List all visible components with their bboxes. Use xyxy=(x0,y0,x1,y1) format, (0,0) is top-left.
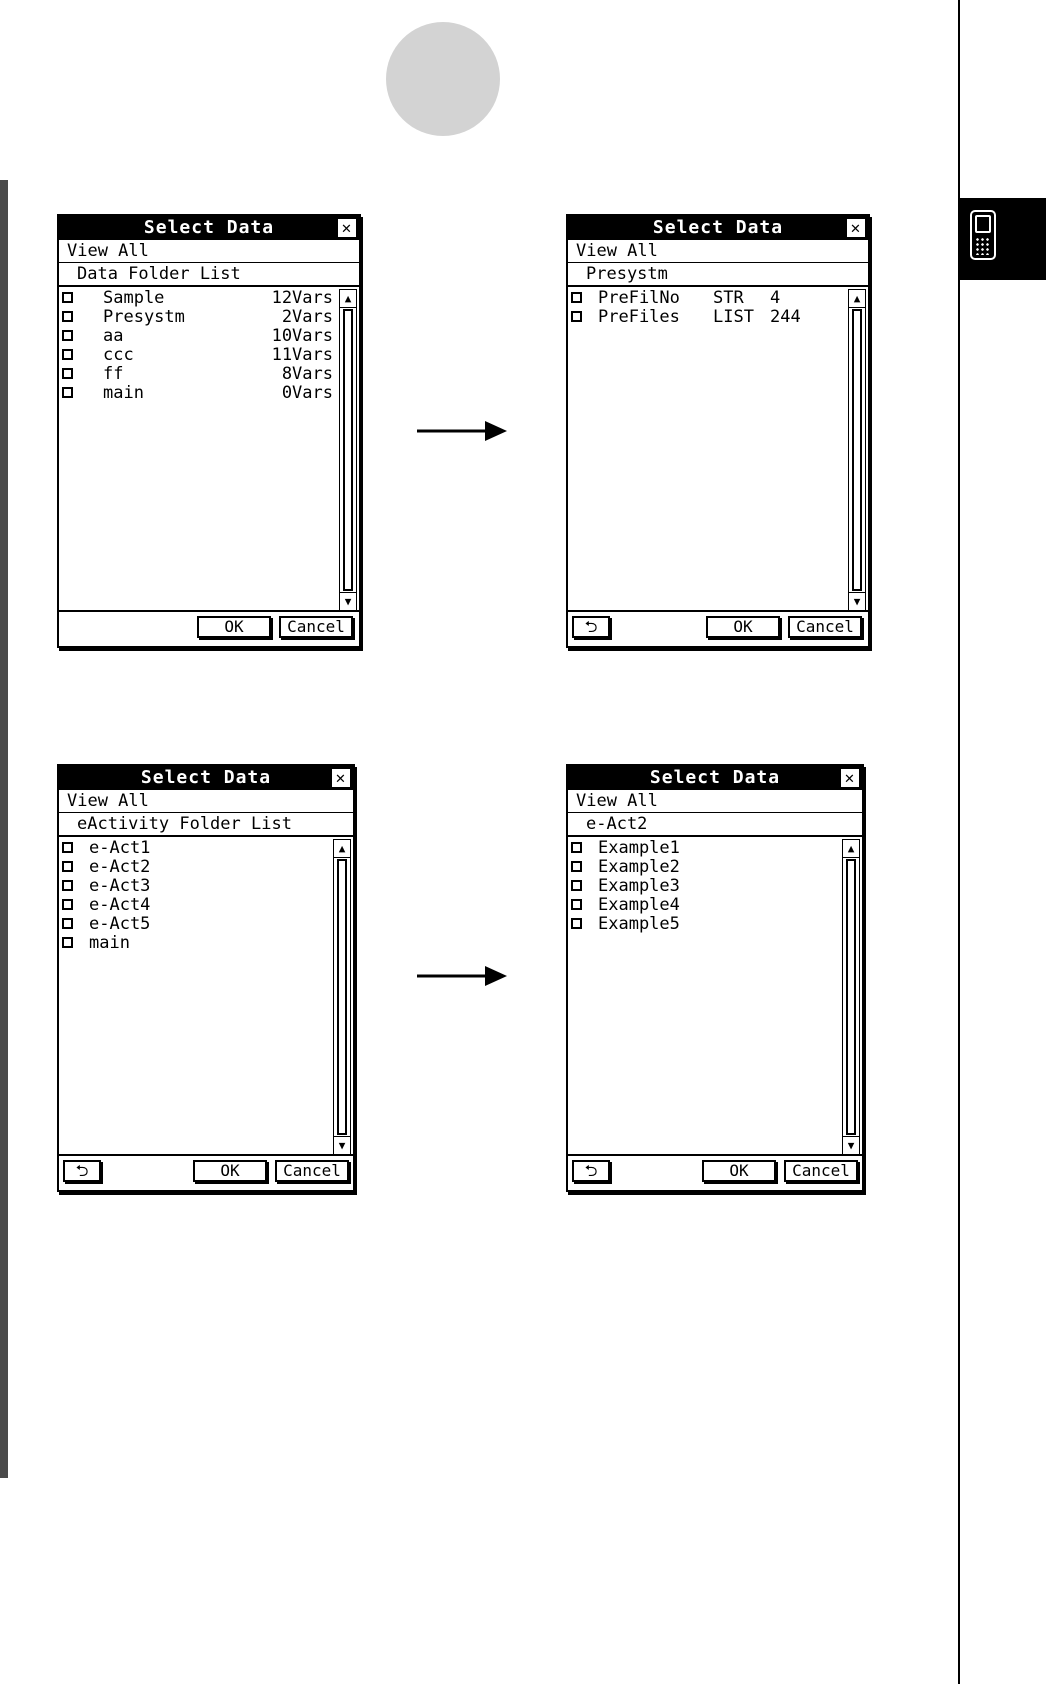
scroll-track[interactable] xyxy=(852,309,862,591)
checkbox[interactable] xyxy=(62,937,73,948)
scroll-up-icon[interactable]: ▲ xyxy=(334,840,350,858)
checkbox[interactable] xyxy=(62,861,73,872)
checkbox[interactable] xyxy=(62,918,73,929)
list-item[interactable]: ccc 11Vars xyxy=(59,346,335,365)
scroll-track[interactable] xyxy=(337,859,347,1135)
list-item[interactable]: Example2 xyxy=(568,858,838,877)
data-list xyxy=(59,837,353,1157)
checkbox[interactable] xyxy=(571,292,582,303)
checkbox[interactable] xyxy=(62,842,73,853)
ok-button[interactable]: OK xyxy=(702,1160,776,1182)
view-menu[interactable]: View All xyxy=(568,790,862,813)
scroll-up-icon[interactable]: ▲ xyxy=(843,840,859,858)
scroll-track[interactable] xyxy=(343,309,353,591)
list-item[interactable]: main xyxy=(59,934,329,953)
checkbox[interactable] xyxy=(62,368,73,379)
scrollbar[interactable] xyxy=(848,289,866,611)
list-item[interactable]: PreFiles LIST 244 xyxy=(568,308,844,327)
scroll-up-icon[interactable]: ▲ xyxy=(340,290,356,308)
scrollbar[interactable] xyxy=(339,289,357,611)
checkbox[interactable] xyxy=(62,330,73,341)
list-item[interactable]: Example3 xyxy=(568,877,838,896)
scroll-down-icon[interactable]: ▼ xyxy=(849,592,865,610)
checkbox[interactable] xyxy=(571,899,582,910)
list-item[interactable]: e-Act4 xyxy=(59,896,329,915)
close-icon[interactable]: ✕ xyxy=(847,219,865,237)
select-data-dialog-eactivity xyxy=(57,764,355,1192)
list-item[interactable]: e-Act5 xyxy=(59,915,329,934)
list-item[interactable]: main 0Vars xyxy=(59,384,335,403)
list-item[interactable]: Example4 xyxy=(568,896,838,915)
back-icon[interactable]: ⮌ xyxy=(572,1160,610,1182)
data-list xyxy=(568,287,868,613)
scrollbar[interactable] xyxy=(333,839,351,1155)
cancel-button[interactable]: Cancel xyxy=(275,1160,349,1182)
cancel-button[interactable]: Cancel xyxy=(784,1160,858,1182)
view-menu[interactable]: View All xyxy=(59,240,359,263)
list-item[interactable]: e-Act3 xyxy=(59,877,329,896)
list-item[interactable]: Sample 12Vars xyxy=(59,289,335,308)
list-header: Presystm xyxy=(568,263,868,287)
checkbox[interactable] xyxy=(62,387,73,398)
list-item[interactable]: aa 10Vars xyxy=(59,327,335,346)
dialog-title-bar xyxy=(59,766,353,790)
close-icon[interactable]: ✕ xyxy=(338,219,356,237)
view-menu[interactable]: View All xyxy=(59,790,353,813)
dialog-title: Select Data xyxy=(652,217,784,238)
select-data-dialog-folders xyxy=(57,214,361,648)
checkbox[interactable] xyxy=(571,311,582,322)
dialog-title-bar xyxy=(568,216,868,240)
checkbox[interactable] xyxy=(62,899,73,910)
list-item[interactable]: Presystm 2Vars xyxy=(59,308,335,327)
close-icon[interactable]: ✕ xyxy=(332,769,350,787)
dialog-footer xyxy=(59,610,359,646)
list-item[interactable]: e-Act1 xyxy=(59,839,329,858)
ok-button[interactable]: OK xyxy=(193,1160,267,1182)
checkbox[interactable] xyxy=(571,842,582,853)
scroll-down-icon[interactable]: ▼ xyxy=(340,592,356,610)
ok-button[interactable]: OK xyxy=(706,616,780,638)
dialog-title: Select Data xyxy=(143,217,275,238)
dialog-footer xyxy=(568,610,868,646)
checkbox[interactable] xyxy=(62,880,73,891)
list-header: e-Act2 xyxy=(568,813,862,837)
chapter-side-tab xyxy=(960,198,1046,280)
list-item[interactable]: PreFilNo STR 4 xyxy=(568,289,844,308)
scrollbar[interactable] xyxy=(842,839,860,1155)
right-arrow-icon xyxy=(417,419,507,443)
ok-button[interactable]: OK xyxy=(197,616,271,638)
view-menu[interactable]: View All xyxy=(568,240,868,263)
checkbox[interactable] xyxy=(62,311,73,322)
back-icon[interactable]: ⮌ xyxy=(572,616,610,638)
dialog-title-bar xyxy=(568,766,862,790)
left-margin-bar xyxy=(0,180,8,1478)
data-list xyxy=(568,837,862,1157)
list-header: eActivity Folder List xyxy=(59,813,353,837)
select-data-dialog-eact2 xyxy=(566,764,864,1192)
dialog-footer xyxy=(59,1154,353,1190)
data-list xyxy=(59,287,359,613)
list-header: Data Folder List xyxy=(59,263,359,287)
checkbox[interactable] xyxy=(571,918,582,929)
dialog-title-bar xyxy=(59,216,359,240)
step-circle-marker xyxy=(386,22,500,136)
list-item[interactable]: e-Act2 xyxy=(59,858,329,877)
cancel-button[interactable]: Cancel xyxy=(788,616,862,638)
checkbox[interactable] xyxy=(571,861,582,872)
checkbox[interactable] xyxy=(62,349,73,360)
list-item[interactable]: Example5 xyxy=(568,915,838,934)
scroll-track[interactable] xyxy=(846,859,856,1135)
cancel-button[interactable]: Cancel xyxy=(279,616,353,638)
dialog-title: Select Data xyxy=(140,767,272,788)
checkbox[interactable] xyxy=(571,880,582,891)
select-data-dialog-presystm xyxy=(566,214,870,648)
close-icon[interactable]: ✕ xyxy=(841,769,859,787)
list-item[interactable]: Example1 xyxy=(568,839,838,858)
scroll-up-icon[interactable]: ▲ xyxy=(849,290,865,308)
scroll-down-icon[interactable]: ▼ xyxy=(334,1136,350,1154)
dialog-footer xyxy=(568,1154,862,1190)
right-arrow-icon xyxy=(417,964,507,988)
calculator-icon xyxy=(970,210,996,260)
list-item[interactable]: ff 8Vars xyxy=(59,365,335,384)
dialog-title: Select Data xyxy=(649,767,781,788)
scroll-down-icon[interactable]: ▼ xyxy=(843,1136,859,1154)
checkbox[interactable] xyxy=(62,292,73,303)
back-icon[interactable]: ⮌ xyxy=(63,1160,101,1182)
